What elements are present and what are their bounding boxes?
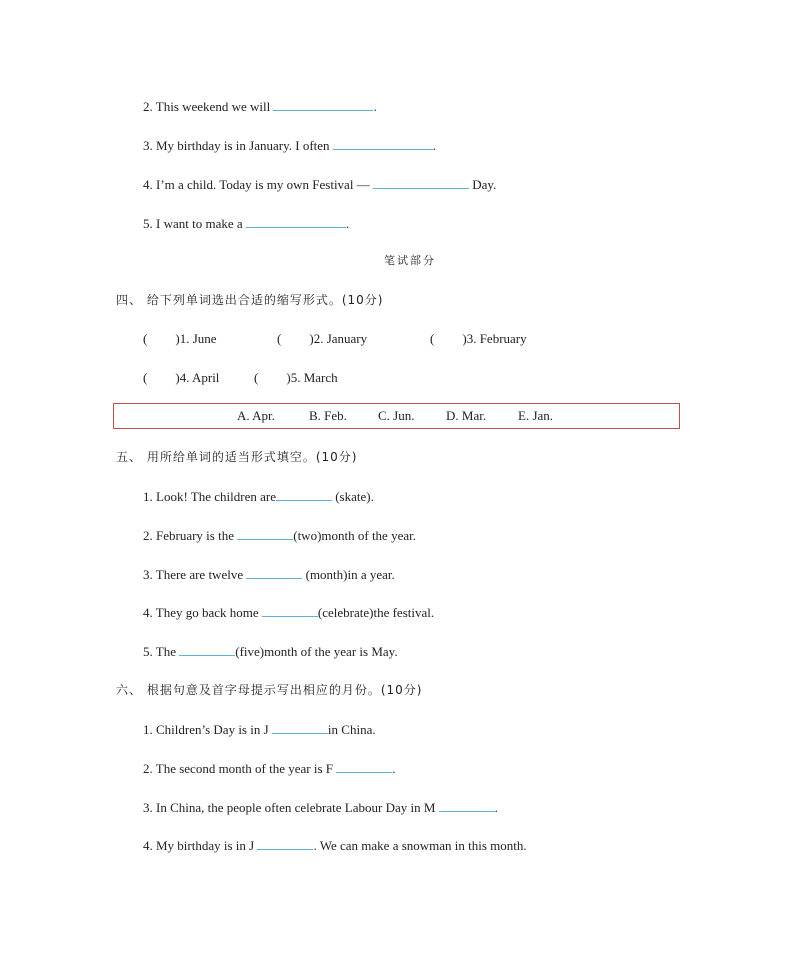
s5-item-5: 5. The (five)month of the year is May.	[143, 644, 398, 659]
s4-item-1: ( )1. June	[143, 331, 217, 346]
s3-item-3-text: 3. My birthday is in January. I often	[143, 138, 333, 153]
s3-item-4: 4. I’m a child. Today is my own Festival — Day.	[143, 177, 497, 192]
s5-item-2: 2. February is the (two)month of the year.	[143, 528, 416, 543]
option-d: D. Mar.	[446, 408, 487, 423]
written-part-title: 笔试部分	[384, 254, 436, 267]
option-c: C. Jun.	[378, 408, 415, 423]
option-b: B. Feb.	[309, 408, 347, 423]
s4-item-5: ( )5. March	[254, 370, 338, 385]
s4-item-2: ( )2. January	[277, 331, 368, 346]
section6-heading: 六、 根据句意及首字母提示写出相应的月份。(10分)	[116, 683, 423, 697]
answer-blank[interactable]	[179, 642, 235, 656]
section4-heading: 四、 给下列单词选出合适的缩写形式。(10分)	[116, 293, 384, 307]
answer-blank[interactable]	[246, 214, 346, 228]
s3-item-5: 5. I want to make a .	[143, 216, 350, 231]
s3-item-5-text: 5. I want to make a	[143, 216, 246, 231]
s5-item-3: 3. There are twelve (month)in a year.	[143, 567, 395, 582]
answer-blank[interactable]	[272, 720, 328, 734]
answer-blank[interactable]	[336, 759, 392, 773]
s4-item-4: ( )4. April	[143, 370, 220, 385]
s5-item-1: 1. Look! The children are (skate).	[143, 489, 374, 504]
options-box	[113, 403, 680, 429]
s6-item-2: 2. The second month of the year is F .	[143, 761, 396, 776]
s5-item-4: 4. They go back home (celebrate)the festival.	[143, 605, 435, 620]
answer-blank[interactable]	[439, 798, 495, 812]
s3-item-3: 3. My birthday is in January. I often .	[143, 138, 437, 153]
s3-item-2: 2. This weekend we will .	[143, 99, 377, 114]
section5-heading: 五、 用所给单词的适当形式填空。(10分)	[116, 450, 358, 464]
s3-item-2-text: 2. This weekend we will	[143, 99, 274, 114]
answer-blank[interactable]	[262, 603, 318, 617]
s4-item-3: ( )3. February	[430, 331, 527, 346]
answer-blank[interactable]	[273, 97, 373, 111]
answer-blank[interactable]	[373, 175, 469, 189]
s6-item-4: 4. My birthday is in J . We can make a snowman in this month.	[143, 838, 527, 853]
answer-blank[interactable]	[237, 526, 293, 540]
s6-item-1: 1. Children’s Day is in J in China.	[143, 722, 376, 737]
option-a: A. Apr.	[237, 408, 275, 423]
s6-item-3: 3. In China, the people often celebrate Labour Day in M .	[143, 800, 498, 815]
answer-blank[interactable]	[257, 836, 313, 850]
answer-blank[interactable]	[276, 487, 332, 501]
answer-blank[interactable]	[246, 565, 302, 579]
s3-item-4-text: 4. I’m a child. Today is my own Festival —	[143, 177, 373, 192]
answer-blank[interactable]	[333, 136, 433, 150]
option-e: E. Jan.	[518, 408, 554, 423]
